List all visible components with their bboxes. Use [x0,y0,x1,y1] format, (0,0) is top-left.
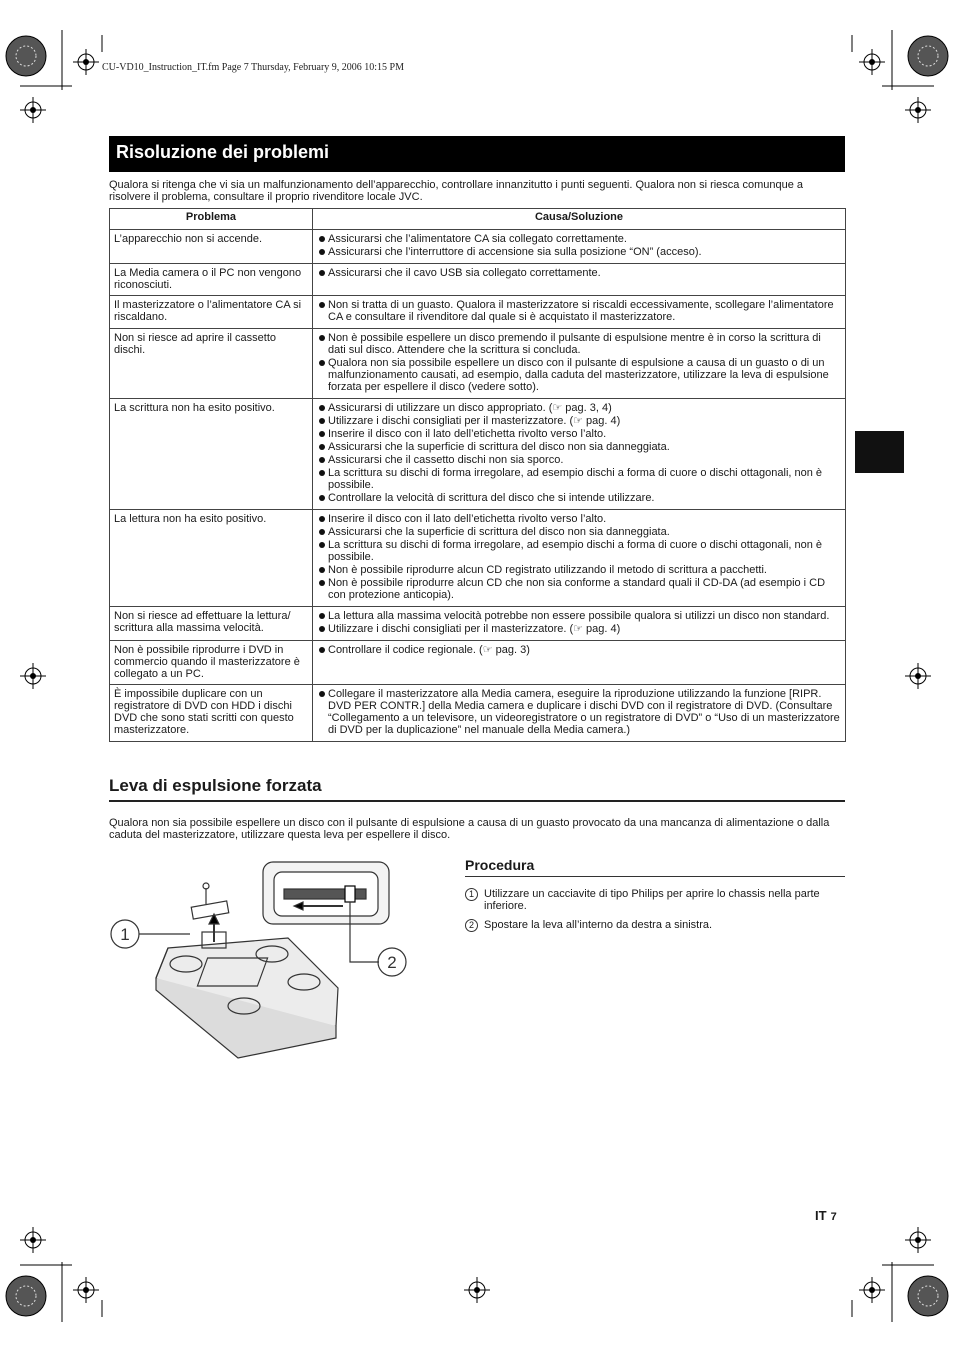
problem-cell: La lettura non ha esito positivo. [110,510,313,607]
solution-item: Assicurarsi che l’interruttore di accensione sia sulla posizione “ON” (acceso). [317,246,841,258]
procedure-title: Procedura [465,857,845,877]
solution-cell [313,296,846,329]
solution-item: Utilizzare i dischi consigliati per il masterizzatore. (☞ pag. 4) [317,623,841,635]
solution-list [317,299,841,323]
table-header-row [110,209,846,230]
intro-text: Qualora si ritenga che vi sia un malfunzionamento dell’apparecchio, controllare innanzitutto i punti seguenti. Qualora non si riesca comunque a risolvere il problema, consultare il proprio rivenditore locale JVC. [109,179,804,203]
procedure-steps [465,888,845,938]
solution-list [317,610,841,635]
solution-cell [313,264,846,296]
solution-item: La lettura alla massima velocità potrebbe non essere possibile qualora si utilizzi un disco non standard. [317,610,841,622]
problem-cell: Non è possibile riprodurre i DVD in commercio quando il masterizzatore è collegato a un PC. [110,641,313,685]
solution-item: La scrittura su dischi di forma irregolare, ad esempio dischi a forma di cuore o dischi ottagonali, non è possibile. [317,467,841,491]
table-row [110,264,846,296]
language-code: IT [815,1208,827,1223]
solution-list [317,688,841,736]
problem-cell: Non si riesce ad aprire il cassetto dischi. [110,329,313,399]
solution-item: Non è possibile riprodurre alcun CD che non sia conforme a standard quali il CD-DA (ad esempio i CD con protezione anticopia). [317,577,841,601]
lever-section-title: Leva di espulsione forzata [109,776,845,802]
solution-cell [313,685,846,742]
solution-item: Collegare il masterizzatore alla Media camera, eseguire la riproduzione utilizzando la funzione [RIPR. DVD PER CONTR.] della Media camera e duplicare i dischi DVD con il registratore di DVD. (Consultare “Collegamento a un televisore, un videoregistratore o un registratore di DVD” o “Uso di un masterizzatore di DVD per la duplicazione” nel manuale della Media camera.) [317,688,841,736]
problem-cell: Il masterizzatore o l’alimentatore CA si riscaldano. [110,296,313,329]
page-footer [815,1208,837,1223]
burner-illustration [108,858,397,1058]
solution-item: Utilizzare i dischi consigliati per il masterizzatore. (☞ pag. 4) [317,415,841,427]
table-body [110,230,846,742]
solution-list [317,402,841,504]
troubleshooting-table [109,208,846,742]
table-row [110,641,846,685]
solution-list [317,233,841,258]
table-row [110,329,846,399]
solution-cell [313,641,846,685]
table-row [110,296,846,329]
solution-list [317,513,841,601]
problem-cell: Non si riesce ad effettuare la lettura/ scrittura alla massima velocità. [110,607,313,641]
solution-cell [313,607,846,641]
step-text: Utilizzare un cacciavite di tipo Philips per aprire lo chassis nella parte inferiore. [484,888,820,912]
callout-1-label: 1 [120,925,130,944]
table-row [110,230,846,264]
solution-cell [313,399,846,510]
column-header-problem: Problema [110,209,313,230]
solution-item: La scrittura su dischi di forma irregolare, ad esempio dischi a forma di cuore o dischi ottagonali, non è possibile. [317,539,841,563]
solution-item: Non è possibile riprodurre alcun CD registrato utilizzando il metodo di scrittura a pacchetti. [317,564,841,576]
solution-item: Non si tratta di un guasto. Qualora il masterizzatore si riscaldi eccessivamente, scollegare l’alimentatore CA e consultare il rivenditore dal quale si è acquistato il masterizzatore. [317,299,841,323]
procedure-step [465,888,845,912]
table-row [110,510,846,607]
solution-item: Controllare la velocità di scrittura del disco che si intende utilizzare. [317,492,841,504]
problem-cell: L’apparecchio non si accende. [110,230,313,264]
chapter-tab [855,431,904,473]
solution-item: Inserire il disco con il lato dell’etichetta rivolto verso l’alto. [317,513,841,525]
solution-item: Assicurarsi che la superficie di scrittura del disco non sia danneggiata. [317,441,841,453]
solution-item: Inserire il disco con il lato dell’etichetta rivolto verso l’alto. [317,428,841,440]
problem-cell: La Media camera o il PC non vengono riconosciuti. [110,264,313,296]
solution-item: Controllare il codice regionale. (☞ pag. 3) [317,644,841,656]
lever-intro-text: Qualora non sia possibile espellere un disco con il pulsante di espulsione a causa di un guasto provocato da una mancanza di alimentazione o dalla caduta del masterizzatore, utilizzare questa leva per espellere il disco. [109,817,830,841]
procedure-step [465,919,845,931]
problem-cell: La scrittura non ha esito positivo. [110,399,313,510]
page-number: 7 [830,1211,837,1223]
solution-item: Assicurarsi che il cavo USB sia collegato correttamente. [317,267,841,279]
file-header: CU-VD10_Instruction_IT.fm Page 7 Thursday, February 9, 2006 10:15 PM [102,62,405,73]
solution-item: Assicurarsi di utilizzare un disco appropriato. (☞ pag. 3, 4) [317,402,841,414]
solution-cell [313,510,846,607]
solution-item: Assicurarsi che la superficie di scrittura del disco non sia danneggiata. [317,526,841,538]
step-number: 1 [465,888,478,901]
solution-list [317,332,841,393]
solution-item: Assicurarsi che il cassetto dischi non sia sporco. [317,454,841,466]
step-text: Spostare la leva all’interno da destra a sinistra. [484,919,713,931]
problem-cell: È impossibile duplicare con un registratore di DVD con HDD i dischi DVD che sono stati scritti con questo masterizzatore. [110,685,313,742]
solution-cell [313,230,846,264]
solution-item: Non è possibile espellere un disco premendo il pulsante di espulsione mentre è in corso la scrittura di dati sul disco. Attendere che la scrittura si concluda. [317,332,841,356]
solution-list [317,644,841,656]
table-row [110,607,846,641]
step-number: 2 [465,919,478,932]
callout-2-label: 2 [387,953,397,972]
solution-item: Assicurarsi che l’alimentatore CA sia collegato correttamente. [317,233,841,245]
solution-list [317,267,841,279]
solution-item: Qualora non sia possibile espellere un disco con il pulsante di espulsione a causa di un guasto o di un malfunzionamento causati, ad esempio, dalla caduta del masterizzatore, utilizzare la leva di espulsione forzata per espellere il disco (vedere sotto). [317,357,841,393]
table-row [110,399,846,510]
table-row [110,685,846,742]
column-header-solution: Causa/Soluzione [313,209,846,230]
section-title: Risoluzione dei problemi [109,136,845,172]
solution-cell [313,329,846,399]
